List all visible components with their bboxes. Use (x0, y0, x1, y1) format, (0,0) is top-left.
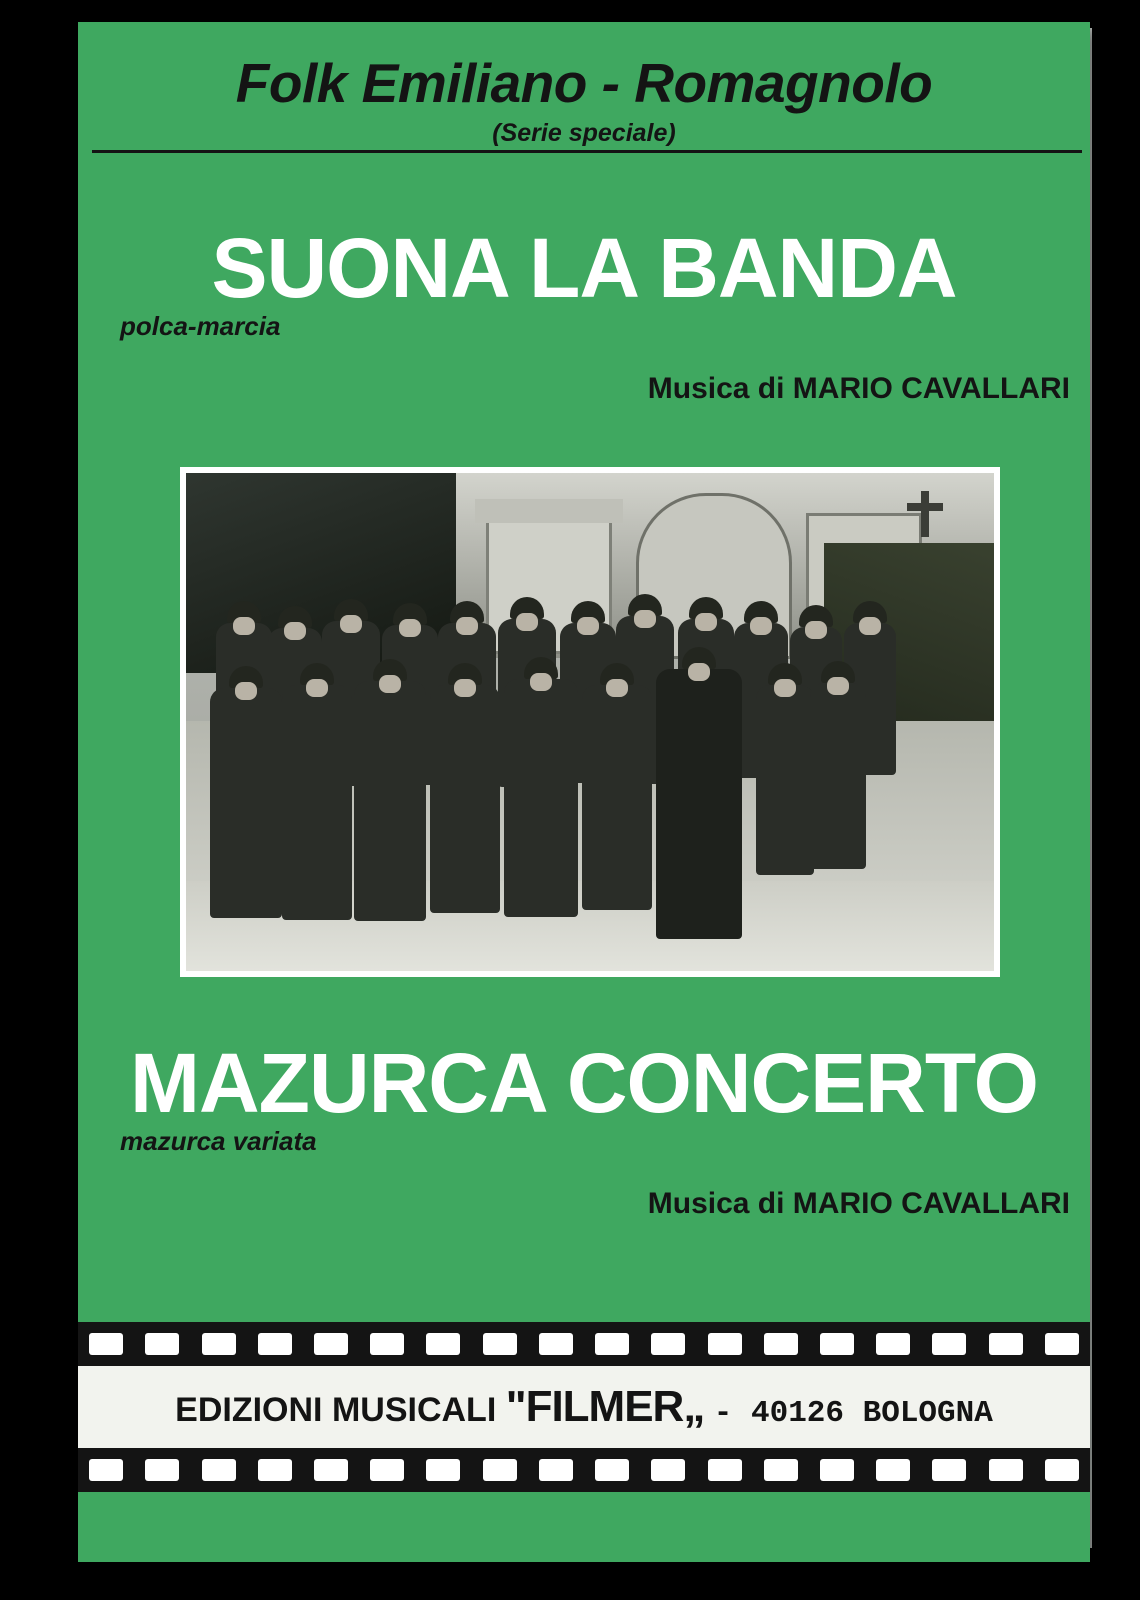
perforation (483, 1333, 517, 1355)
work-title-1: SUONA LA BANDA (211, 221, 957, 315)
perforation (258, 1459, 292, 1481)
work-subtitle-2: mazurca variata (120, 1126, 317, 1157)
perforation (989, 1459, 1023, 1481)
perforation (651, 1459, 685, 1481)
perforation (989, 1333, 1023, 1355)
perforation (314, 1333, 348, 1355)
series-header (78, 52, 1090, 148)
work-subtitle-1: polca-marcia (120, 311, 281, 342)
photo-bandsman (210, 688, 282, 918)
work-composer-1: Musica di MARIO CAVALLARI (647, 372, 1070, 406)
header-divider (92, 150, 1082, 153)
photo-cross-icon (921, 491, 929, 537)
perforation (539, 1459, 573, 1481)
perforation (426, 1459, 460, 1481)
photo-bandsman (430, 685, 500, 913)
series-title: Folk Emiliano - Romagnolo (235, 52, 933, 114)
filmstrip-perforations-top (78, 1331, 1090, 1357)
publisher-suffix: - 40126 BOLOGNA (713, 1396, 993, 1431)
photo-bandsman (282, 685, 352, 920)
work-block-1 (78, 221, 1090, 406)
perforation (1045, 1333, 1079, 1355)
perforation (595, 1333, 629, 1355)
publisher-band (78, 1366, 1090, 1448)
work-composer-2: Musica di MARIO CAVALLARI (647, 1187, 1070, 1221)
perforation (145, 1459, 179, 1481)
perforation (370, 1333, 404, 1355)
work-block-2 (78, 1036, 1090, 1221)
perforation (764, 1459, 798, 1481)
perforation (202, 1333, 236, 1355)
perforation (820, 1333, 854, 1355)
work-title-2: MAZURCA CONCERTO (130, 1036, 1038, 1130)
perforation (932, 1459, 966, 1481)
perforation (89, 1459, 123, 1481)
perforation (820, 1459, 854, 1481)
photo-bandsman (756, 685, 814, 875)
perforation (314, 1459, 348, 1481)
cover-photo-frame (180, 467, 1000, 977)
perforation (89, 1333, 123, 1355)
perforation (1045, 1459, 1079, 1481)
publisher-prefix: EDIZIONI MUSICALI (175, 1391, 497, 1429)
perforation (483, 1459, 517, 1481)
cover-photo (186, 473, 994, 971)
series-subtitle: (Serie speciale) (492, 119, 676, 147)
perforation (595, 1459, 629, 1481)
perforation (202, 1459, 236, 1481)
publisher-name: "FILMER„ (505, 1382, 705, 1431)
perforation (876, 1459, 910, 1481)
perforation (708, 1333, 742, 1355)
perforation (258, 1333, 292, 1355)
photo-bandsman (354, 681, 426, 921)
photo-bandsman (810, 683, 866, 869)
publisher-line (175, 1382, 993, 1432)
perforation (426, 1333, 460, 1355)
filmstrip-perforations-bottom (78, 1457, 1090, 1483)
perforation (932, 1333, 966, 1355)
perforation (651, 1333, 685, 1355)
perforation (876, 1333, 910, 1355)
photo-band-officer (656, 669, 742, 939)
perforation (764, 1333, 798, 1355)
perforation (539, 1333, 573, 1355)
perforation (145, 1333, 179, 1355)
photo-bandsman (504, 679, 578, 917)
photo-bandsman (582, 685, 652, 910)
perforation (708, 1459, 742, 1481)
filmstrip-footer (78, 1322, 1090, 1492)
sheet-music-cover (78, 22, 1090, 1562)
perforation (370, 1459, 404, 1481)
